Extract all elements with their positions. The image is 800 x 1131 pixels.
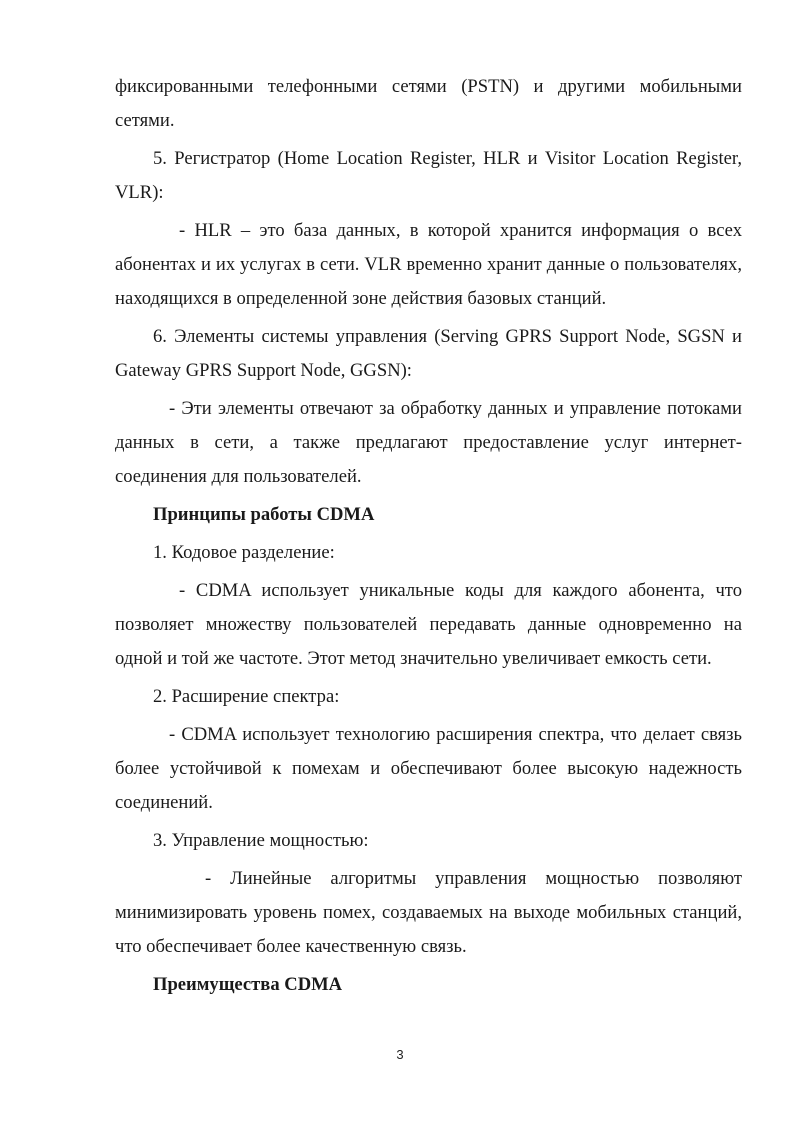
paragraph-hlr-vlr-description: - HLR – это база данных, в которой хранится информация о всех абонентах и их услугах в сети. VLR временно хранит данные о пользователях, находящихся в определенной зоне действия базовых станций. <box>115 220 742 309</box>
paragraph-power-control-description: - Линейные алгоритмы управления мощностью позволяют минимизировать уровень помех, создаваемых на выходе мобильных станций, что обеспечивает более качественную связь. <box>115 868 742 957</box>
paragraph-continuation-pstn: фиксированными телефонными сетями (PSTN) и другими мобильными сетями. <box>115 76 742 131</box>
paragraph-item-3-power-control: 3. Управление мощностью: <box>153 830 369 851</box>
section-heading-cdma-advantages: Преимущества CDMA <box>153 974 343 995</box>
paragraph-code-division-description: - CDMA использует уникальные коды для каждого абонента, что позволяет множеству пользователей передавать данные одновременно на одной и той же частоте. Этот метод значительно увеличивает емкость сети. <box>115 580 742 669</box>
paragraph-sgsn-ggsn-description: - Эти элементы отвечают за обработку данных и управление потоками данных в сети, а также предлагают предоставление услуг интернет-соединения для пользователей. <box>115 398 742 487</box>
paragraph-item-2-spread-spectrum: 2. Расширение спектра: <box>153 686 340 707</box>
page-number: 3 <box>396 1047 404 1062</box>
paragraph-spread-spectrum-description: - CDMA использует технологию расширения спектра, что делает связь более устойчивой к помехам и обеспечивают более высокую надежность соединений. <box>115 724 742 813</box>
section-heading-cdma-principles: Принципы работы CDMA <box>153 504 375 525</box>
paragraph-item-6-control-elements: 6. Элементы системы управления (Serving GPRS Support Node, SGSN и Gateway GPRS Support Node, GGSN): <box>115 326 742 381</box>
paragraph-item-5-registrar: 5. Регистратор (Home Location Register, HLR и Visitor Location Register, VLR): <box>115 148 742 203</box>
page-body <box>115 70 742 1006</box>
paragraph-item-1-code-division: 1. Кодовое разделение: <box>153 542 335 563</box>
